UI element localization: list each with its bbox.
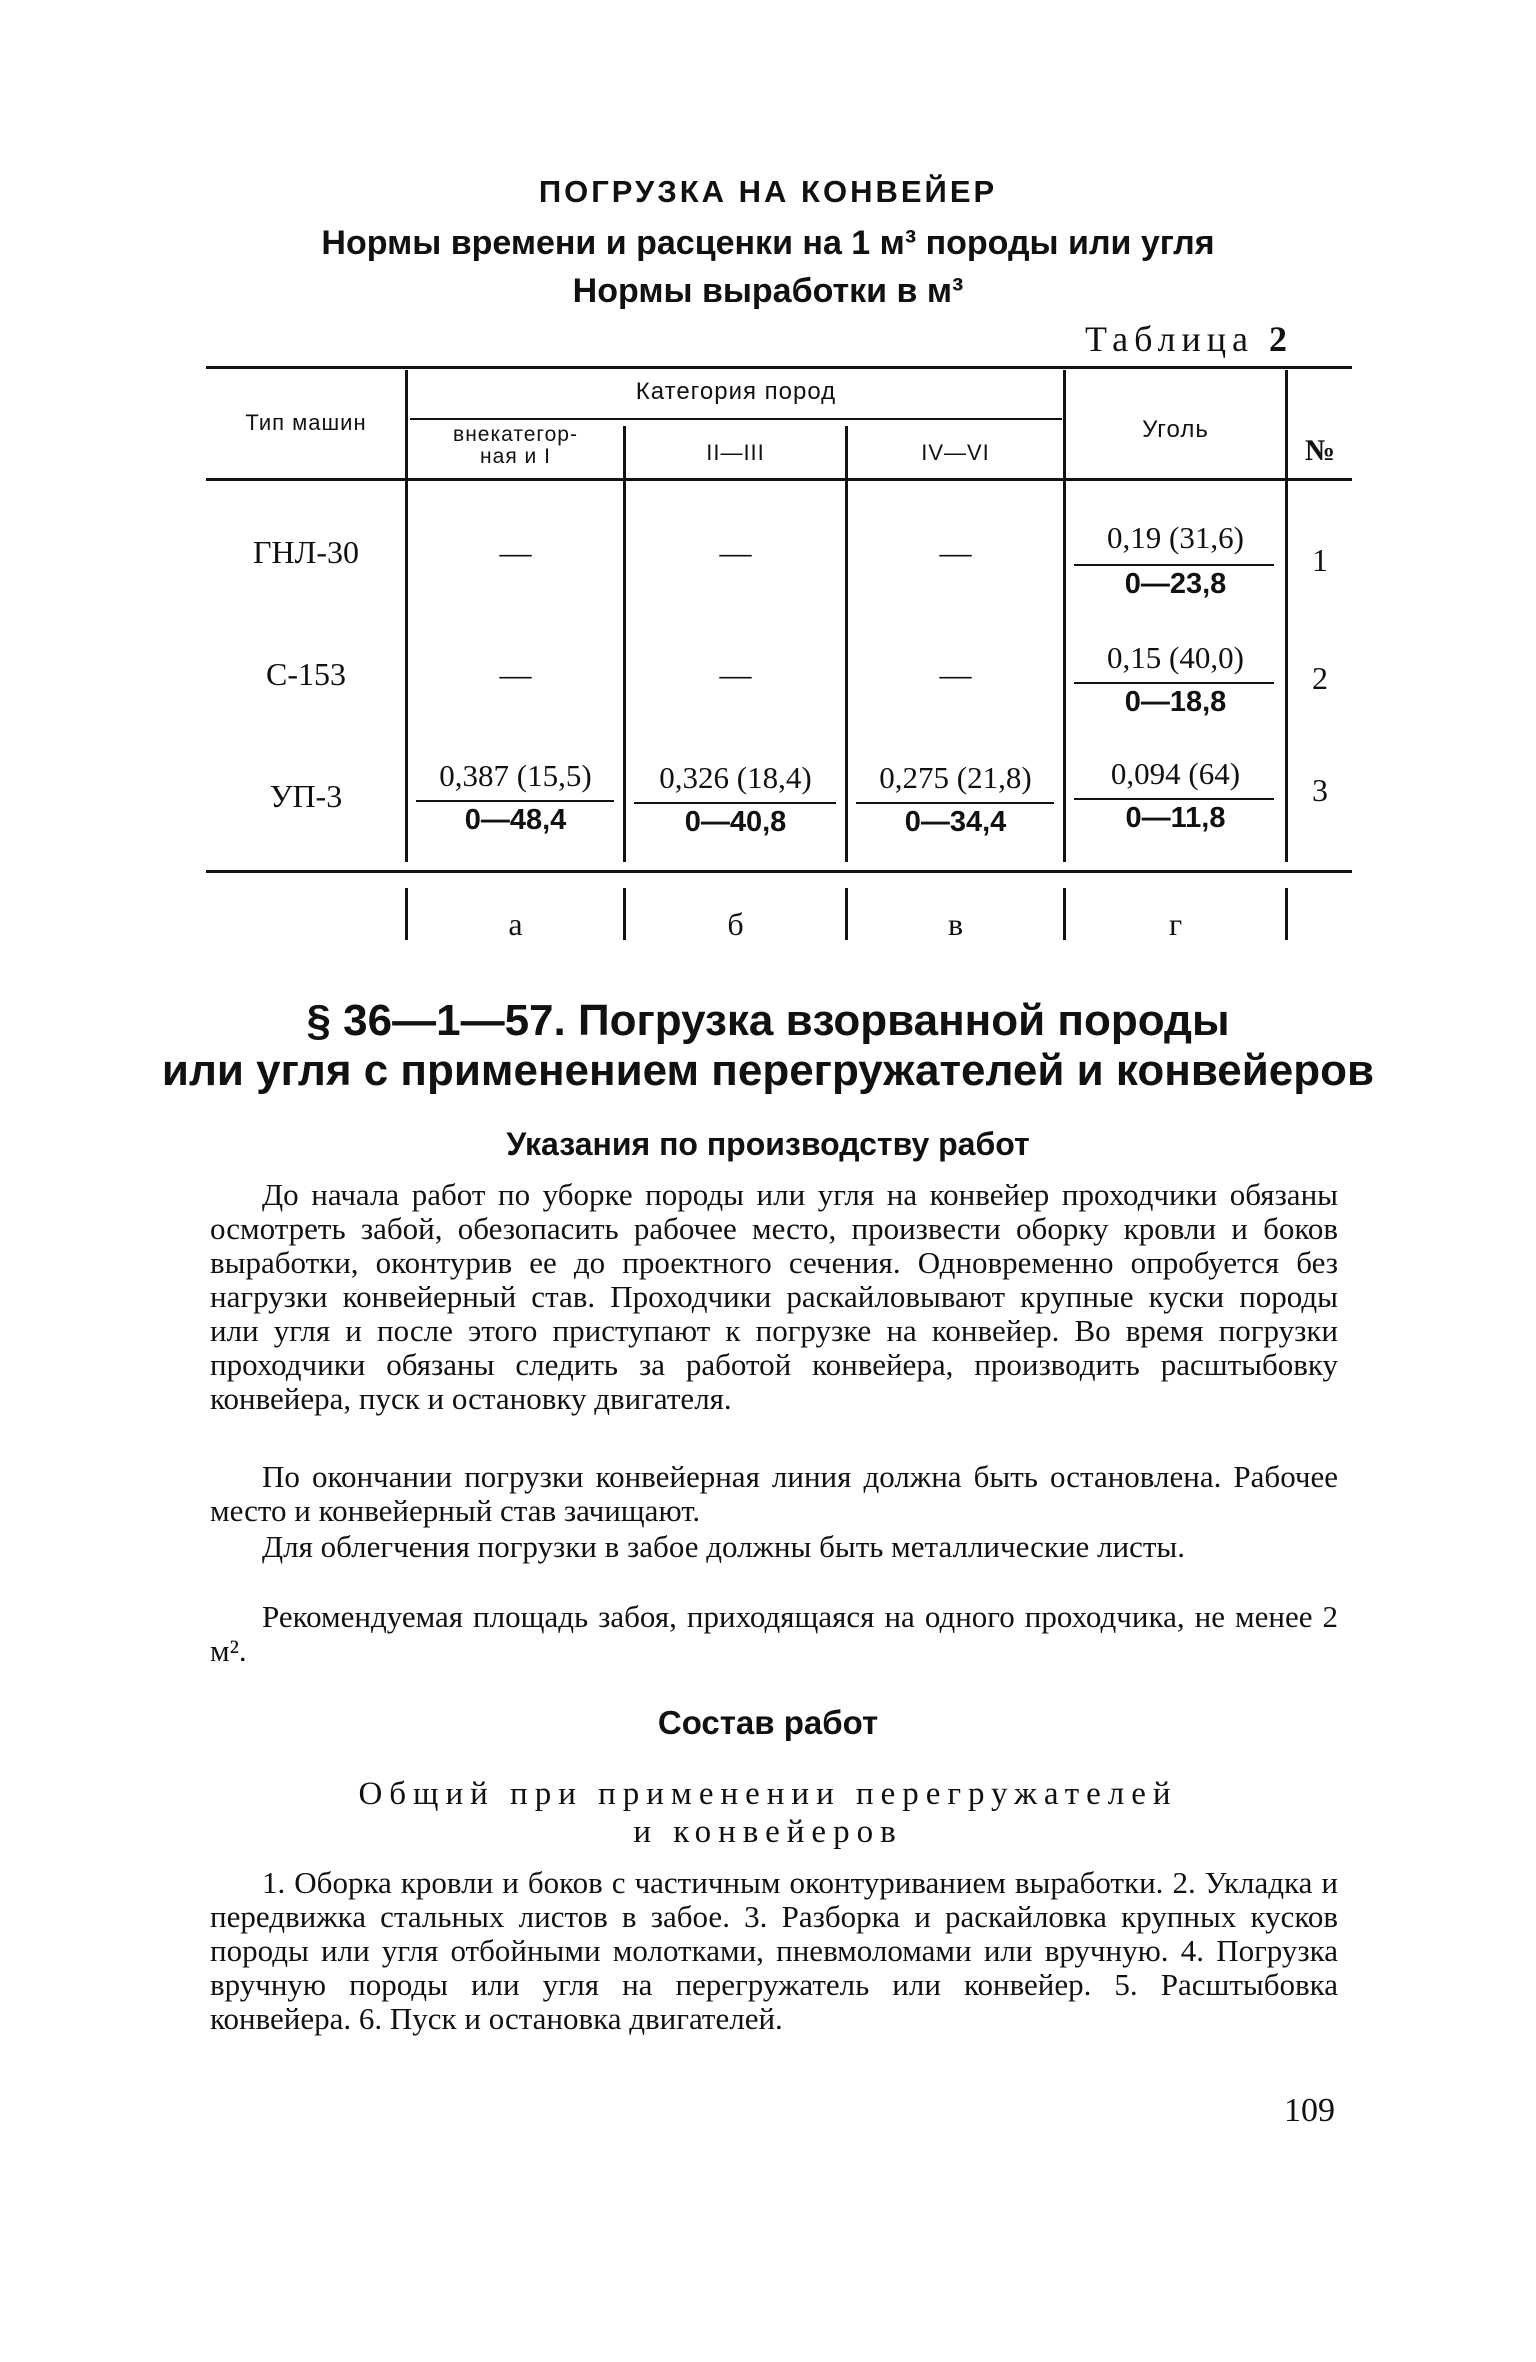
paragraph: По окончании погрузки конвейерная линия должна быть остановлена. Рабочее место и конвейерный став зачищают. — [210, 1459, 1338, 1528]
section-title-2: или угля с применением перегружателей и конвейеров — [161, 1046, 1375, 1095]
row-number: 2 — [1312, 660, 1328, 696]
norms-table — [0, 0, 1536, 1000]
fraction-bar — [1074, 682, 1274, 684]
output-cell: 0—34,4 — [904, 806, 1007, 838]
output-cell: 0—40,8 — [684, 806, 787, 838]
header-number: № — [1304, 434, 1336, 467]
paragraph: Для облегчения погрузки в забое должны быть металлические листы. — [262, 1529, 1186, 1564]
table-bottom-rule — [206, 870, 1352, 873]
coal-rate: 0,15 (40,0) — [1107, 640, 1244, 675]
header-cat-2: II—III — [706, 440, 765, 465]
paragraph: Рекомендуемая площадь забоя, приходящаяся на одного проходчика, не менее 2 м². — [210, 1599, 1338, 1668]
category-rule — [410, 418, 1062, 420]
row-machine: С-153 — [266, 656, 346, 692]
header-category: Категория пород — [635, 378, 837, 405]
col-divider — [1063, 370, 1066, 862]
coal-output: 0—11,8 — [1125, 802, 1226, 834]
row-machine: ГНЛ-30 — [253, 534, 359, 570]
row-cell: — — [719, 534, 752, 570]
fraction-bar — [1074, 798, 1274, 800]
column-letter: б — [727, 906, 744, 942]
rate-cell: 0,275 (21,8) — [879, 760, 1032, 795]
row-number: 1 — [1312, 542, 1328, 578]
rate-cell: 0,387 (15,5) — [439, 758, 592, 793]
fraction-bar — [856, 802, 1054, 804]
col-divider — [845, 888, 848, 940]
col-divider — [623, 888, 626, 940]
general-heading: Общий при применении перегружателей — [358, 1776, 1178, 1812]
col-divider — [623, 426, 626, 862]
fraction-bar — [634, 802, 836, 804]
col-divider — [845, 426, 848, 862]
coal-rate: 0,19 (31,6) — [1107, 520, 1244, 555]
col-divider — [1063, 888, 1066, 940]
table-subtitle-2: Нормы выработки в м³ — [572, 272, 964, 310]
column-letter: в — [947, 906, 964, 942]
col-divider — [405, 370, 408, 862]
table-title: ПОГРУЗКА НА КОНВЕЙЕР — [538, 174, 998, 209]
header-machine-type: Тип машин — [245, 410, 367, 435]
composition-heading: Состав работ — [657, 1704, 879, 1741]
page-number: 109 — [1284, 2092, 1335, 2129]
fraction-bar — [416, 800, 614, 802]
col-divider — [1285, 888, 1288, 940]
coal-output: 0—23,8 — [1124, 568, 1227, 600]
row-cell: — — [939, 656, 972, 692]
column-letter: а — [508, 906, 523, 942]
header-cat-3: IV—VI — [921, 440, 990, 465]
general-heading-2: и конвейеров — [633, 1814, 903, 1850]
section-title: § 36—1—57. Погрузка взорванной породы — [306, 996, 1230, 1045]
table-subtitle: Нормы времени и расценки на 1 м³ породы или угля — [321, 224, 1215, 262]
output-cell: 0—48,4 — [464, 804, 567, 836]
col-divider — [405, 888, 408, 940]
table-label: Таблица 2 — [1085, 319, 1287, 359]
row-number: 3 — [1312, 772, 1328, 808]
rate-cell: 0,326 (18,4) — [659, 760, 812, 795]
table-top-rule — [206, 366, 1352, 369]
row-cell: — — [939, 534, 972, 570]
row-cell: — — [499, 534, 532, 570]
column-letter: г — [1168, 906, 1183, 942]
col-divider — [1285, 370, 1288, 862]
paragraph: До начала работ по уборке породы или угля на конвейер проходчики обязаны осмотреть забой, обезопасить рабочее место, произвести оборку кровли и боков выработки, оконтурив ее до проектного сечения. Одновременно опробуется без нагрузки конвейерный став. Проходчики раскайловывают крупные куски породы или угля и после этого приступают к погрузке на конвейер. Во время погрузки проходчики обязаны следить за работой конвейера, производить расштыбовку конвейера, пуск и остановку двигателя. — [210, 1177, 1338, 1416]
coal-output: 0—18,8 — [1124, 686, 1227, 718]
row-cell: — — [499, 656, 532, 692]
header-coal: Уголь — [1142, 416, 1209, 443]
row-machine: УП-3 — [269, 778, 343, 814]
header-cat-1: внекатегор- ная и I — [453, 423, 578, 468]
coal-rate: 0,094 (64) — [1110, 756, 1241, 791]
paragraph: 1. Оборка кровли и боков с частичным оконтуриванием выработки. 2. Укладка и передвижка стальных листов в забое. 3. Разборка и раскайловка крупных кусков породы или угля отбойными молотками, пневмоломами или вручную. 4. Погрузка вручную породы или угля на перегружатель или конвейер. 5. Расштыбовка конвейера. 6. Пуск и остановка двигателей. — [210, 1865, 1338, 2036]
fraction-bar — [1074, 564, 1274, 566]
header-bottom-rule — [206, 478, 1352, 481]
instructions-heading: Указания по производству работ — [506, 1126, 1030, 1162]
row-cell: — — [719, 656, 752, 692]
